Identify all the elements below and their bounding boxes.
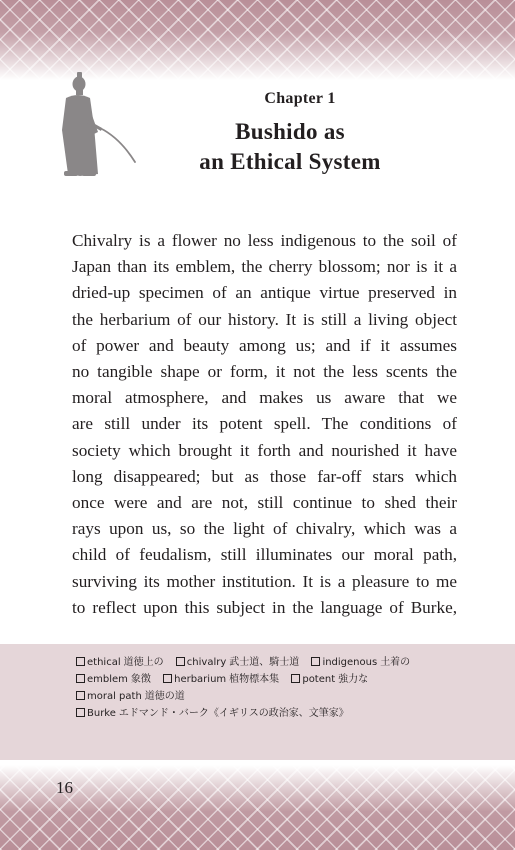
chapter-label: Chapter 1 xyxy=(264,90,336,107)
glossary-term: Burke xyxy=(87,708,116,719)
glossary-meaning: エドマンド・バーク《イギリスの政治家、文筆家》 xyxy=(118,708,349,719)
glossary-term: chivalry xyxy=(186,657,227,668)
glossary-meaning: 道徳の道 xyxy=(144,691,185,702)
glossary-term: indigenous xyxy=(322,657,378,668)
glossary-entry xyxy=(76,708,349,719)
checkbox-square-icon xyxy=(76,708,85,717)
text-line: Japan than its emblem, the cherry blossom; nor is it a xyxy=(72,257,457,277)
decorative-header-band xyxy=(0,0,515,80)
glossary-meaning: 道徳上の xyxy=(123,657,164,668)
checkbox-square-icon xyxy=(76,657,85,666)
glossary-term: emblem xyxy=(87,674,128,685)
text-line: moral atmosphere, and makes us aware that we xyxy=(72,388,457,408)
text-line: the herbarium of our history. It is still a living object xyxy=(72,309,457,329)
checkbox-square-icon xyxy=(311,657,320,666)
text-line: of power and beauty among us; and if it assumes xyxy=(72,335,457,355)
glossary-meaning: 強力な xyxy=(338,674,369,685)
checkbox-square-icon xyxy=(163,674,172,683)
text-line: surviving its mother institution. It is a pleasure to me xyxy=(72,571,457,591)
glossary-entry xyxy=(291,674,368,685)
text-line: long disappeared; but as those far-off stars which xyxy=(72,466,457,486)
chapter-title-line: an Ethical System xyxy=(199,149,381,174)
checkbox-square-icon xyxy=(291,674,300,683)
glossary-meaning: 武士道、騎士道 xyxy=(229,657,300,668)
text-line: are still under its potent spell. The conditions of xyxy=(72,414,457,434)
text-line: Chivalry is a flower no less indigenous to the soil of xyxy=(72,231,457,250)
body-paragraph xyxy=(72,228,457,621)
checkbox-square-icon xyxy=(76,691,85,700)
glossary-meaning: 土着の xyxy=(380,657,411,668)
chapter-title xyxy=(140,117,440,177)
checkbox-square-icon xyxy=(176,657,185,666)
text-line: once were and are not, still continue to shed their xyxy=(72,493,457,513)
text-line: no tangible shape or form, it not the less scents the xyxy=(72,362,457,382)
glossary-term: potent xyxy=(302,674,336,685)
text-line: to reflect upon this subject in the language of Burke, xyxy=(72,597,457,617)
glossary-meaning: 象徴 xyxy=(130,674,151,685)
page-number: 16 xyxy=(56,778,73,797)
text-line: dried-up specimen of an antique virtue preserved in xyxy=(72,283,457,303)
text-line: rays upon us, so the light of chivalry, which was a xyxy=(72,519,457,539)
glossary-term: herbarium xyxy=(174,674,227,685)
glossary-entry xyxy=(176,657,299,668)
text-line: society which brought it forth and nourished it have xyxy=(72,440,457,460)
glossary-entry xyxy=(76,657,164,668)
glossary-entry xyxy=(76,691,185,702)
glossary-meaning: 植物標本集 xyxy=(229,674,280,685)
glossary-entry xyxy=(76,674,151,685)
text-line: child of feudalism, still illuminates our moral path, xyxy=(72,545,457,565)
glossary-entry xyxy=(163,674,279,685)
decorative-footer-band xyxy=(0,765,515,850)
checkbox-square-icon xyxy=(76,674,85,683)
samurai-silhouette-icon xyxy=(58,70,138,180)
glossary-list xyxy=(76,654,466,722)
chapter-title-line: Bushido as xyxy=(235,119,345,144)
glossary-entry xyxy=(311,657,410,668)
glossary-term: ethical xyxy=(87,657,121,668)
glossary-term: moral path xyxy=(87,691,142,702)
